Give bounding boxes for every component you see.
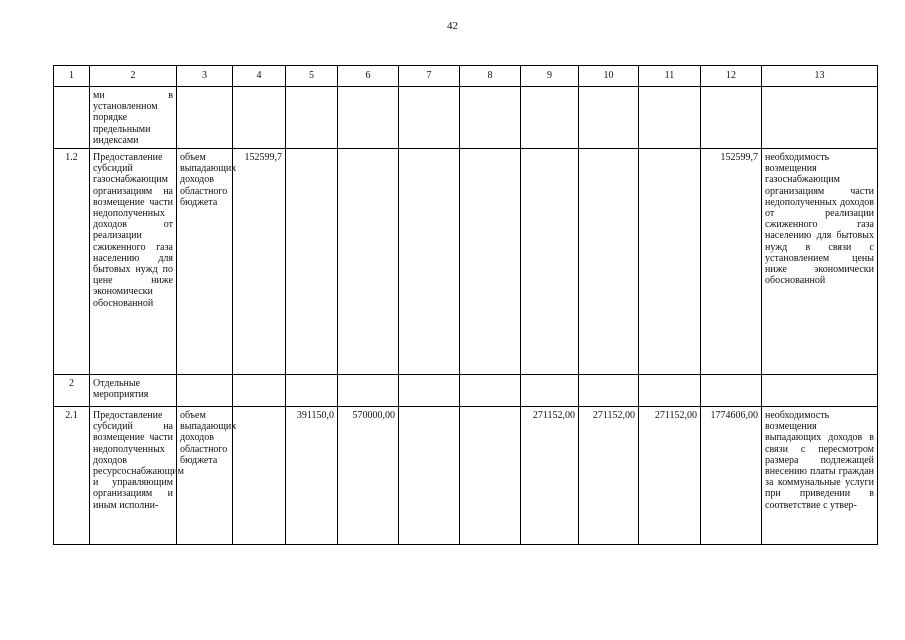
- cell-value: [521, 149, 579, 375]
- cell-value: 1774606,00: [701, 407, 762, 545]
- data-table: [53, 65, 878, 545]
- cell-value: [579, 87, 639, 149]
- cell-value: [460, 87, 521, 149]
- cell-value: [639, 149, 701, 375]
- column-header: 12: [701, 66, 762, 87]
- cell-measure: Отдельные мероприятия: [90, 375, 177, 407]
- cell-value: [639, 87, 701, 149]
- cell-value: [286, 149, 338, 375]
- cell-value: [460, 407, 521, 545]
- table-row: [54, 375, 878, 407]
- page-number: 42: [447, 20, 458, 32]
- cell-value: [233, 407, 286, 545]
- column-header: 5: [286, 66, 338, 87]
- column-header: 2: [90, 66, 177, 87]
- cell-justification: необходимость возмещения газоснабжающим организациям части недополученных доходов от реализации сжиженного газа населению для бытовых нужд в связи с установлением цены ниже экономически обоснованной: [762, 149, 878, 375]
- cell-value: 152599,7: [701, 149, 762, 375]
- cell-value: 391150,0: [286, 407, 338, 545]
- cell-value: 570000,00: [338, 407, 399, 545]
- column-header: 1: [54, 66, 90, 87]
- cell-value: [338, 149, 399, 375]
- cell-justification: [762, 375, 878, 407]
- cell-value: [399, 375, 460, 407]
- cell-value: [286, 87, 338, 149]
- column-header: 3: [177, 66, 233, 87]
- cell-value: [399, 407, 460, 545]
- column-header: 6: [338, 66, 399, 87]
- cell-value: [701, 375, 762, 407]
- cell-value: 271152,00: [521, 407, 579, 545]
- table-row: [54, 87, 878, 149]
- cell-measure: Предоставление субсидий на возмещение части недополученных доходов ресурсоснабжающим и управляющим организациям и иным исполни-: [90, 407, 177, 545]
- cell-justification: [762, 87, 878, 149]
- cell-value: [233, 375, 286, 407]
- cell-number: 2: [54, 375, 90, 407]
- cell-value: [460, 149, 521, 375]
- header-row: [54, 66, 878, 87]
- column-header: 13: [762, 66, 878, 87]
- cell-value: 152599,7: [233, 149, 286, 375]
- cell-value: [399, 149, 460, 375]
- cell-value: [399, 87, 460, 149]
- cell-value: [521, 87, 579, 149]
- cell-value: 271152,00: [579, 407, 639, 545]
- column-header: 8: [460, 66, 521, 87]
- cell-indicator: [177, 375, 233, 407]
- cell-number: 1.2: [54, 149, 90, 375]
- column-header: 9: [521, 66, 579, 87]
- cell-value: [286, 375, 338, 407]
- cell-value: [639, 375, 701, 407]
- table-row: [54, 149, 878, 375]
- cell-value: [338, 87, 399, 149]
- cell-justification: необходимость возмещения выпадающих доходов в связи с пересмотром размера подлежащей внесению платы граждан за коммунальные услуги при приведении в соответствие с утвер-: [762, 407, 878, 545]
- cell-value: [460, 375, 521, 407]
- cell-number: 2.1: [54, 407, 90, 545]
- cell-indicator: объем выпадающих доходов областного бюджета: [177, 407, 233, 545]
- column-header: 11: [639, 66, 701, 87]
- cell-measure: Предоставление субсидий газоснабжающим организациям на возмещение части недополученных доходов от реализации сжиженного газа населению для бытовых нужд по цене ниже экономически обоснованной: [90, 149, 177, 375]
- table-row: [54, 407, 878, 545]
- cell-number: [54, 87, 90, 149]
- cell-value: [701, 87, 762, 149]
- column-header: 4: [233, 66, 286, 87]
- cell-value: [338, 375, 399, 407]
- cell-indicator: объем выпадающих доходов областного бюджета: [177, 149, 233, 375]
- cell-value: [579, 375, 639, 407]
- cell-indicator: [177, 87, 233, 149]
- cell-value: [521, 375, 579, 407]
- cell-value: 271152,00: [639, 407, 701, 545]
- column-header: 10: [579, 66, 639, 87]
- cell-value: [579, 149, 639, 375]
- cell-value: [233, 87, 286, 149]
- cell-measure: ми в установленном порядке предельными индексами: [90, 87, 177, 149]
- column-header: 7: [399, 66, 460, 87]
